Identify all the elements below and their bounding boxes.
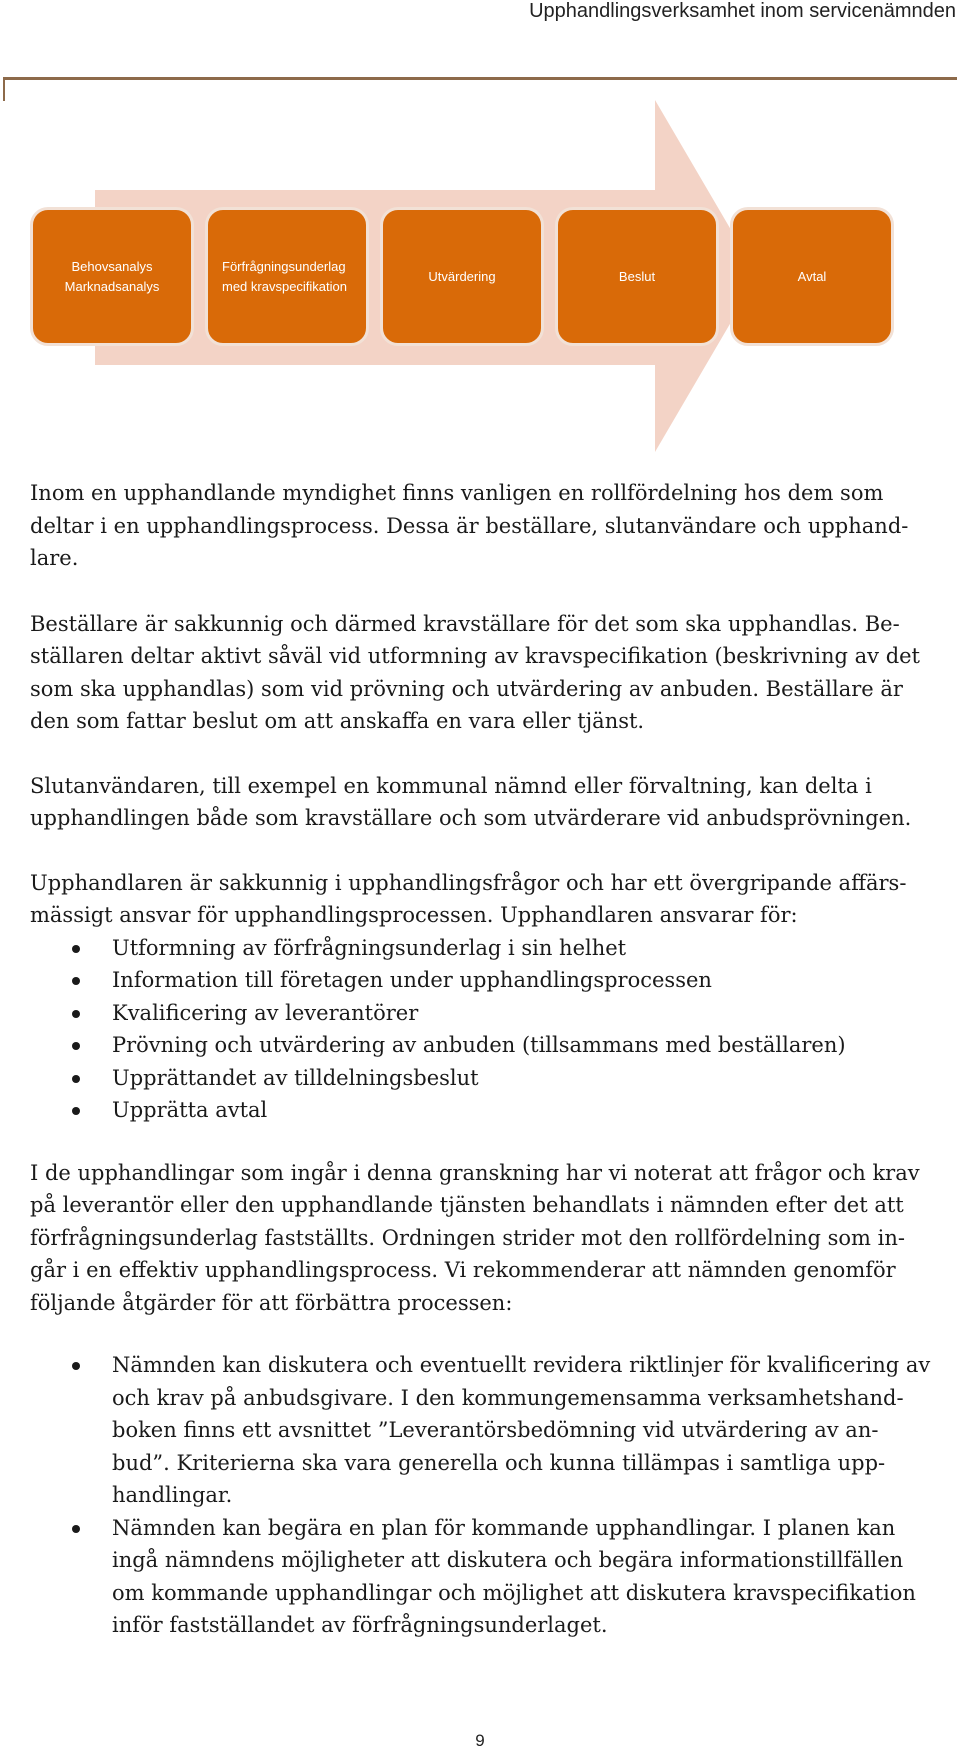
list-item: Nämnden kan diskutera och eventuellt revidera riktlinjer för kvalificering av och krav på anbudsgivare. I den kommungemensamma verksamhetshand- boken finns ett avsnittet ”Leverantörsbedömning vid utvärdering av an- bud”. Kriterierna ska vara generella och kunna tillämpas i samtliga upp- handlingar. (30, 1349, 950, 1512)
paragraph-roles-intro: Inom en upphandlande myndighet finns vanligen en rollfördelning hos dem som deltar i en upphandlingsprocess. Dessa är beställare, slutanvändare och upphand- lare. (30, 481, 909, 570)
process-step-avtal (730, 207, 894, 346)
list-item: Prövning och utvärdering av anbuden (tillsammans med beställaren) (30, 1029, 950, 1062)
process-step-utvardering (380, 207, 544, 346)
list-item: Utformning av förfrågningsunderlag i sin helhet (30, 932, 950, 965)
bullet-icon (72, 977, 80, 985)
responsibilities-list (30, 932, 950, 1127)
page-header-title: Upphandlingsverksamhet inom servicenämnden (529, 0, 956, 22)
list-item: Upprättandet av tilldelningsbeslut (30, 1062, 950, 1095)
process-step-behovsanalys (30, 207, 194, 346)
document-body (30, 477, 950, 1642)
paragraph-bestallare: Beställare är sakkunnig och därmed kravställare för det som ska upphandlas. Be- ställaren deltar aktivt såväl vid utformning av kravspecifikation (beskrivning av det som ska upphandlas) som vid prövning och utvärdering av anbuden. Beställare är den som fattar beslut om att anskaffa en vara eller tjänst. (30, 611, 920, 733)
process-step-beslut (555, 207, 719, 346)
bullet-icon (72, 1042, 80, 1050)
process-step-label: Förfrågningsunderlag med kravspecifikation (222, 258, 347, 294)
bullet-icon (72, 1010, 80, 1018)
process-step-label: Utvärdering (428, 268, 496, 284)
process-step-forfragningsunderlag (205, 207, 369, 346)
bullet-icon (72, 1525, 80, 1533)
list-item: Nämnden kan begära en plan för kommande upphandlingar. I planen kan ingå nämndens möjligheter att diskutera och begära informationstillfällen om kommande upphandlingar och möjlighet att diskutera kravspecifikation inför fastställandet av förfrågningsunderlaget. (30, 1512, 950, 1642)
paragraph-slutanvandaren: Slutanvändaren, till exempel en kommunal nämnd eller förvaltning, kan delta i upphandlingen både som kravställare och som utvärderare vid anbudsprövningen. (30, 773, 912, 830)
process-step-label: Avtal (797, 268, 827, 284)
process-step-label: Beslut (618, 268, 656, 284)
bullet-icon (72, 1362, 80, 1370)
page-number: 9 (475, 1731, 485, 1750)
paragraph-upphandlaren: Upphandlaren är sakkunnig i upphandlingsfrågor och har ett övergripande affärs- mässigt ansvar för upphandlingsprocessen. Upphandlaren ansvarar för: (30, 870, 907, 927)
list-item: Information till företagen under upphandlingsprocessen (30, 964, 950, 997)
bullet-icon (72, 1107, 80, 1115)
paragraph-findings: I de upphandlingar som ingår i denna granskning har vi noterat att frågor och krav på leverantör eller den upphandlande tjänsten behandlats i nämnden efter det att förfrågningsunderlag fastställts. Ordningen strider mot den rollfördelning som in- går i en effektiv upphandlingsprocess. Vi rekommenderar att nämnden genomför följande åtgärder för att förbättra processen: (30, 1160, 920, 1315)
bullet-icon (72, 945, 80, 953)
list-item: Kvalificering av leverantörer (30, 997, 950, 1030)
bullet-icon (72, 1075, 80, 1083)
recommendations-list (30, 1349, 950, 1642)
list-item: Upprätta avtal (30, 1094, 950, 1127)
process-step-label: Behovsanalys Marknadsanalys (64, 258, 160, 294)
